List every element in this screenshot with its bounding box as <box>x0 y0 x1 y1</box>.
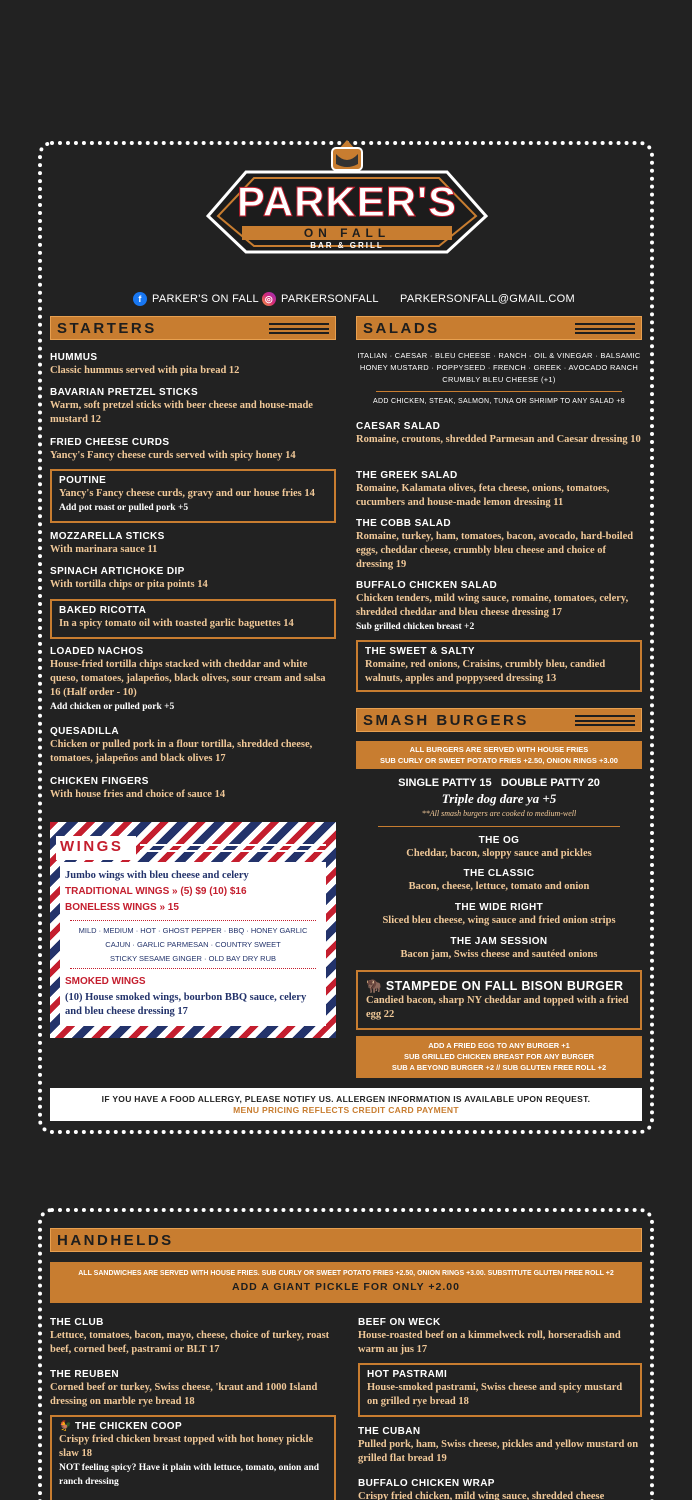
brand-sub: ON FALL <box>303 226 391 240</box>
item-desc: Corned beef or turkey, Swiss cheese, 'kraut and 1000 Island dressing on marble rye bread 18 <box>50 1382 318 1407</box>
menu-item-club <box>50 1316 340 1357</box>
item-name: BAVARIAN PRETZEL STICKS <box>50 387 199 398</box>
item-desc: Yancy's Fancy cheese curds, gravy and our house fries 14 <box>59 488 315 499</box>
burger-addon-2: SUB GRILLED CHICKEN BREAST FOR ANY BURGER <box>403 1052 594 1061</box>
parkers-logo <box>206 134 488 254</box>
burger-addons-band <box>356 1036 642 1078</box>
salads-heading-text: SALADS <box>363 319 440 337</box>
item-name: THE JAM SESSION <box>450 936 548 947</box>
dressings-line-3: CRUMBLY BLEU CHEESE (+1) <box>442 375 556 384</box>
item-desc: Sliced bleu cheese, wing sauce and fried onion strips <box>382 915 616 926</box>
item-name: BAKED RICOTTA <box>59 605 147 616</box>
menu-item-hot-pastrami <box>358 1363 642 1417</box>
handhelds-heading <box>50 1228 642 1252</box>
menu-item-reuben <box>50 1368 340 1409</box>
item-name: THE CLUB <box>50 1317 104 1328</box>
rooster-icon: 🐓 <box>59 1421 72 1432</box>
item-addon: Add pot roast or pulled pork +5 <box>59 503 189 513</box>
item-name: THE SWEET & SALTY <box>365 646 475 657</box>
menu-item-sweet-salty <box>356 640 642 692</box>
item-desc: House-roasted beef on a kimmelweck roll, horseradish and warm au jus 17 <box>358 1330 621 1355</box>
burgers-band-line-2: SUB CURLY OR SWEET POTATO FRIES +2.50, ONION RINGS +3.00 <box>380 756 618 765</box>
wings-sauces-2: CAJUN · GARLIC PARMESAN · COUNTRY SWEET <box>105 940 281 949</box>
item-desc: Romaine, Kalamata olives, feta cheese, onions, tomatoes, cucumbers and house-made lemon dressing 11 <box>356 483 610 508</box>
handhelds-band <box>50 1262 642 1303</box>
item-desc: House-smoked pastrami, Swiss cheese and spicy mustard on grilled rye bread 18 <box>367 1382 623 1407</box>
menu-item-chicken-coop <box>50 1415 336 1500</box>
menu-item-baked-ricotta <box>50 599 336 639</box>
facebook-handle: PARKER'S ON FALL <box>152 293 259 305</box>
item-name: QUESADILLA <box>50 726 119 737</box>
wings-smoked-title: SMOKED WINGS <box>65 976 146 987</box>
item-name: HUMMUS <box>50 352 98 363</box>
wings-sauces-3: STICKY SESAME GINGER · OLD BAY DRY RUB <box>109 954 277 963</box>
wings-smoked-desc: (10) House smoked wings, bourbon BBQ sauce, celery and bleu cheese dressing 17 <box>65 992 307 1017</box>
bison-icon: 🦬 <box>366 979 382 993</box>
item-name: HOT PASTRAMI <box>367 1369 448 1380</box>
item-desc: Bacon jam, Swiss cheese and sautéed onions <box>400 949 598 960</box>
item-desc: With tortilla chips or pita points 14 <box>50 579 208 590</box>
menu-item-hummus <box>50 351 336 378</box>
email-address: PARKERSONFALL@GMAIL.COM <box>400 293 575 305</box>
menu-item-wide-right <box>356 901 642 928</box>
item-desc: House-fried tortilla chips stacked with cheddar and white queso, tomatoes, jalapeños, black olives, sour cream and salsa 16 (Half order - 10) <box>50 659 326 698</box>
burgers-heading-text: SMASH BURGERS <box>363 711 529 729</box>
menu-item-nachos <box>50 645 336 714</box>
facebook-icon: f <box>133 292 147 306</box>
item-name: BUFFALO CHICKEN SALAD <box>356 580 498 591</box>
item-name: THE CLASSIC <box>463 868 535 879</box>
instagram-icon: ◎ <box>262 292 276 306</box>
menu-item-cuban <box>358 1425 642 1466</box>
brand-tag: BAR & GRILL <box>310 241 384 250</box>
item-name: BEEF ON WECK <box>358 1317 441 1328</box>
item-desc: Chicken tenders, mild wing sauce, romaine, tomatoes, celery, shredded cheddar and bleu cheese dressing 17 <box>356 593 629 618</box>
handhelds-heading-text: HANDHELDS <box>57 1231 174 1249</box>
item-desc: Chicken or pulled pork in a flour tortilla, shredded cheese, tomatoes, jalapeños and black olives 17 <box>50 739 313 764</box>
dressings-line-1: ITALIAN · CAESAR · BLEU CHEESE · RANCH · OIL & VINEGAR · BALSAMIC <box>357 351 641 360</box>
starters-heading <box>50 316 336 340</box>
item-name: BUFFALO CHICKEN WRAP <box>358 1478 495 1489</box>
menu-item-classic <box>356 867 642 894</box>
burgers-heading <box>356 708 642 732</box>
item-name: SPINACH ARTICHOKE DIP <box>50 566 185 577</box>
menu-item-quesadilla <box>50 725 336 766</box>
burger-cook-note: **All smash burgers are cooked to medium-well <box>421 809 577 818</box>
salad-dressings <box>356 350 642 386</box>
menu-item-spinach-dip <box>50 565 336 592</box>
item-desc: Romaine, red onions, Craisins, crumbly bleu, candied walnuts, apples and poppyseed dressing 13 <box>365 659 606 684</box>
item-desc: Bacon, cheese, lettuce, tomato and onion <box>408 881 590 892</box>
item-desc: Yancy's Fancy cheese curds served with spicy honey 14 <box>50 450 296 461</box>
menu-item-bison-burger <box>356 970 642 1030</box>
item-name: CAESAR SALAD <box>356 421 441 432</box>
menu-item-chicken-fingers <box>50 775 336 802</box>
wings-traditional: TRADITIONAL WINGS » (5) $9 (10) $16 <box>65 886 247 897</box>
menu-item-cheese-curds <box>50 436 336 463</box>
item-desc: Candied bacon, sharp NY cheddar and topped with a fried egg 22 <box>366 995 629 1020</box>
item-desc: Warm, soft pretzel sticks with beer cheese and house-made mustard 12 <box>50 400 313 425</box>
menu-item-jam-session <box>356 935 642 962</box>
dressings-line-2: HONEY MUSTARD · POPPYSEED · FRENCH · GREEK · AVOCADO RANCH <box>359 363 639 372</box>
item-name: THE OG <box>478 835 520 846</box>
wings-boneless: BONELESS WINGS » 15 <box>65 902 179 913</box>
item-name: THE REUBEN <box>50 1369 120 1380</box>
starters-heading-text: STARTERS <box>57 319 157 337</box>
allergy-line-2: MENU PRICING REFLECTS CREDIT CARD PAYMENT <box>233 1105 459 1115</box>
wings-content <box>60 862 326 1026</box>
item-name: FRIED CHEESE CURDS <box>50 437 170 448</box>
item-name: POUTINE <box>59 475 107 486</box>
wings-heading: WINGS <box>60 838 124 855</box>
patty-prices <box>356 777 642 789</box>
item-desc: Pulled pork, ham, Swiss cheese, pickles and yellow mustard on grilled flat bread 19 <box>358 1439 639 1464</box>
item-addon: Sub grilled chicken breast +2 <box>356 622 475 632</box>
item-name: MOZZARELLA STICKS <box>50 531 165 542</box>
allergy-notice <box>50 1088 642 1121</box>
item-desc: With marinara sauce 11 <box>50 544 158 555</box>
item-name: STAMPEDE ON FALL BISON BURGER <box>385 979 624 993</box>
menu-item-pretzel <box>50 386 336 427</box>
handhelds-band-line-2: ADD A GIANT PICKLE FOR ONLY +2.00 <box>232 1281 460 1293</box>
item-desc: Romaine, croutons, shredded Parmesan and Caesar dressing 10 <box>356 434 641 445</box>
burger-addon-3: SUB A BEYOND BURGER +2 // SUB GLUTEN FREE ROLL +2 <box>391 1063 607 1072</box>
item-name: THE COBB SALAD <box>356 518 452 529</box>
item-addon: NOT feeling spicy? Have it plain with lettuce, tomato, onion and ranch dressing <box>59 1463 320 1487</box>
item-desc: With house fries and choice of sauce 14 <box>50 789 226 800</box>
menu-item-buffalo-wrap <box>358 1477 642 1500</box>
wings-panel <box>50 822 336 1038</box>
handhelds-band-line-1: ALL SANDWICHES ARE SERVED WITH HOUSE FRIES. SUB CURLY OR SWEET POTATO FRIES +2.50, ONION RINGS +3.00. SUBSTITUTE GLUTEN FREE ROLL +2 <box>78 1270 614 1277</box>
instagram-link[interactable] <box>262 291 379 307</box>
item-name: LOADED NACHOS <box>50 646 144 657</box>
item-desc: Romaine, turkey, ham, tomatoes, bacon, avocado, hard-boiled eggs, cheddar cheese, crumbly bleu cheese and choice of dressing 19 <box>356 531 634 570</box>
item-desc: Classic hummus served with pita bread 12 <box>50 365 240 376</box>
instagram-handle: PARKERSONFALL <box>281 293 379 305</box>
item-desc: In a spicy tomato oil with toasted garlic baguettes 14 <box>59 618 294 629</box>
item-addon: Add chicken or pulled pork +5 <box>50 702 175 712</box>
menu-item-beef-on-weck <box>358 1316 642 1357</box>
item-desc: Lettuce, tomatoes, bacon, mayo, cheese, choice of turkey, roast beef, corned beef, pastrami or BLT 17 <box>50 1330 330 1355</box>
salad-protein-addon: ADD CHICKEN, STEAK, SALMON, TUNA OR SHRIMP TO ANY SALAD +8 <box>373 398 625 405</box>
salads-heading <box>356 316 642 340</box>
brand-name: PARKER'S <box>236 178 458 225</box>
menu-item-og <box>356 834 642 861</box>
menu-item-poutine <box>50 469 336 523</box>
facebook-link[interactable] <box>133 291 259 307</box>
allergy-line-1: IF YOU HAVE A FOOD ALLERGY, PLEASE NOTIFY US. ALLERGEN INFORMATION IS AVAILABLE UPON REQUEST. <box>101 1094 591 1104</box>
single-patty-price: SINGLE PATTY 15 <box>398 777 492 789</box>
double-patty-price: DOUBLE PATTY 20 <box>500 777 600 789</box>
burgers-fries-band <box>356 741 642 769</box>
wings-sauces-1: MILD · MEDIUM · HOT · GHOST PEPPER · BBQ · HONEY GARLIC <box>78 926 308 935</box>
item-name: THE CHICKEN COOP <box>75 1421 183 1432</box>
item-name: THE CUBAN <box>358 1426 421 1437</box>
item-desc: Cheddar, bacon, sloppy sauce and pickles <box>406 848 592 859</box>
item-name: THE WIDE RIGHT <box>454 902 544 913</box>
menu-item-caesar <box>356 420 642 447</box>
burgers-band-line-1: ALL BURGERS ARE SERVED WITH HOUSE FRIES <box>409 745 589 754</box>
menu-item-cobb <box>356 517 642 572</box>
menu-item-mozzarella <box>50 530 336 557</box>
triple-patty-note: Triple dog dare ya +5 <box>441 791 557 806</box>
email-link[interactable] <box>400 291 575 307</box>
item-desc: Crispy fried chicken, mild wing sauce, shredded cheese <box>358 1491 605 1500</box>
item-desc: Crispy fried chicken breast topped with hot honey pickle slaw 18 <box>59 1434 314 1459</box>
menu-item-greek <box>356 469 642 510</box>
menu-item-buffalo-salad <box>356 579 642 634</box>
wings-intro: Jumbo wings with bleu cheese and celery <box>65 870 249 881</box>
item-name: CHICKEN FINGERS <box>50 776 149 787</box>
item-name: THE GREEK SALAD <box>356 470 458 481</box>
burger-addon-1: ADD A FRIED EGG TO ANY BURGER +1 <box>428 1041 570 1050</box>
